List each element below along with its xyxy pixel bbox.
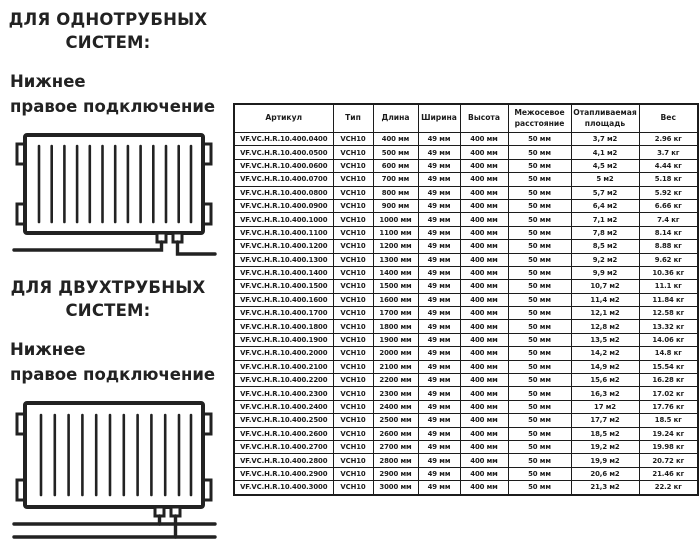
table-row (234, 333, 698, 346)
table-cell: 800 мм (373, 186, 418, 199)
radiator-diagram-two-pipe (10, 396, 218, 544)
table-row (234, 360, 698, 373)
table-cell: VF.VC.H.R.10.400.2000 (234, 347, 333, 360)
table-cell: 2100 мм (373, 360, 418, 373)
table-cell: 400 мм (460, 253, 508, 266)
table-cell: 50 мм (508, 133, 571, 146)
table-cell: 8.88 кг (639, 240, 698, 253)
table-cell: 2.96 кг (639, 133, 698, 146)
table-cell: 2500 мм (373, 414, 418, 427)
single-pipe-title-line2: СИСТЕМ: (65, 33, 151, 53)
table-cell: 21,3 м2 (571, 481, 639, 495)
table-cell: 50 мм (508, 266, 571, 279)
table-cell: VF.VC.H.R.10.400.2700 (234, 440, 333, 453)
table-cell: 2000 мм (373, 347, 418, 360)
table-row (234, 280, 698, 293)
table-cell: 49 мм (418, 414, 460, 427)
table-cell: 2600 мм (373, 427, 418, 440)
table-row (234, 467, 698, 480)
table-cell: 50 мм (508, 320, 571, 333)
pipe-supply (14, 242, 162, 250)
table-cell: 50 мм (508, 440, 571, 453)
table-cell: VCH10 (333, 387, 373, 400)
table-cell: 17,7 м2 (571, 414, 639, 427)
table-cell: 1200 мм (373, 240, 418, 253)
table-cell: 12,1 м2 (571, 307, 639, 320)
table-cell: 8.14 кг (639, 226, 698, 239)
table-cell: VCH10 (333, 320, 373, 333)
table-cell: 1600 мм (373, 293, 418, 306)
table-row (234, 159, 698, 172)
table-cell: VF.VC.H.R.10.400.0700 (234, 173, 333, 186)
table-cell: 400 мм (460, 387, 508, 400)
table-cell: VF.VC.H.R.10.400.2800 (234, 454, 333, 467)
table-cell: 16,3 м2 (571, 387, 639, 400)
table-cell: 49 мм (418, 213, 460, 226)
table-cell: 3000 мм (373, 481, 418, 495)
table-cell: 15,6 м2 (571, 374, 639, 387)
table-cell: 50 мм (508, 387, 571, 400)
table-cell: 4,1 м2 (571, 146, 639, 159)
table-cell: 50 мм (508, 454, 571, 467)
table-row (234, 186, 698, 199)
table-cell: 400 мм (460, 360, 508, 373)
header-width: Ширина (418, 104, 460, 133)
table-cell: VF.VC.H.R.10.400.2300 (234, 387, 333, 400)
table-cell: 9,9 м2 (571, 266, 639, 279)
table-cell: 5.18 кг (639, 173, 698, 186)
table-cell: 400 мм (460, 173, 508, 186)
table-cell: VF.VC.H.R.10.400.1200 (234, 240, 333, 253)
header-weight: Вес (639, 104, 698, 133)
table-cell: VCH10 (333, 159, 373, 172)
table-cell: 6.66 кг (639, 199, 698, 212)
table-row (234, 226, 698, 239)
table-cell: 19,9 м2 (571, 454, 639, 467)
two-pipe-title-line2: СИСТЕМ: (65, 301, 151, 321)
table-cell: VCH10 (333, 307, 373, 320)
connection-line2: правое подключение (10, 97, 216, 117)
table-row (234, 266, 698, 279)
table-cell: 1400 мм (373, 266, 418, 279)
table-cell: VF.VC.H.R.10.400.1400 (234, 266, 333, 279)
table-cell: 50 мм (508, 226, 571, 239)
table-cell: VCH10 (333, 173, 373, 186)
table-cell: 400 мм (460, 199, 508, 212)
table-cell: 1300 мм (373, 253, 418, 266)
table-cell: 19.24 кг (639, 427, 698, 440)
table-cell: 49 мм (418, 374, 460, 387)
table-row (234, 387, 698, 400)
table-cell: 20,6 м2 (571, 467, 639, 480)
spec-table-wrap (233, 103, 697, 496)
table-row (234, 427, 698, 440)
table-cell: 400 мм (460, 481, 508, 495)
table-cell: 14,9 м2 (571, 360, 639, 373)
single-pipe-title (8, 8, 208, 55)
table-cell: VCH10 (333, 347, 373, 360)
table-cell: 4,5 м2 (571, 159, 639, 172)
connection-line1: Нижнее (10, 71, 86, 91)
table-cell: 18.5 кг (639, 414, 698, 427)
table-cell: 49 мм (418, 133, 460, 146)
table-cell: VF.VC.H.R.10.400.1500 (234, 280, 333, 293)
table-cell: VCH10 (333, 333, 373, 346)
table-cell: 400 мм (460, 467, 508, 480)
single-pipe-title-line1: ДЛЯ ОДНОТРУБНЫХ (8, 10, 208, 29)
table-cell: VF.VC.H.R.10.400.0800 (234, 186, 333, 199)
table-cell: 50 мм (508, 213, 571, 226)
table-cell: 2900 мм (373, 467, 418, 480)
table-row (234, 253, 698, 266)
table-cell: 49 мм (418, 146, 460, 159)
table-cell: VF.VC.H.R.10.400.2400 (234, 400, 333, 413)
table-cell: VCH10 (333, 400, 373, 413)
table-cell: 400 мм (460, 133, 508, 146)
table-cell: 4.44 кг (639, 159, 698, 172)
table-cell: VF.VC.H.R.10.400.1700 (234, 307, 333, 320)
table-cell: 3.7 кг (639, 146, 698, 159)
table-cell: 400 мм (460, 440, 508, 453)
table-cell: 10,7 м2 (571, 280, 639, 293)
table-cell: 400 мм (460, 159, 508, 172)
table-cell: 50 мм (508, 374, 571, 387)
table-cell: 17.02 кг (639, 387, 698, 400)
radiator-body (25, 403, 203, 507)
table-cell: 11.84 кг (639, 293, 698, 306)
table-cell: 14.8 кг (639, 347, 698, 360)
table-row (234, 454, 698, 467)
table-cell: 17.76 кг (639, 400, 698, 413)
table-cell: 7,1 м2 (571, 213, 639, 226)
table-cell: 15.54 кг (639, 360, 698, 373)
table-cell: 49 мм (418, 159, 460, 172)
table-cell: 400 мм (460, 374, 508, 387)
table-cell: 49 мм (418, 266, 460, 279)
table-cell: 19.98 кг (639, 440, 698, 453)
table-cell: 49 мм (418, 427, 460, 440)
table-cell: VF.VC.H.R.10.400.3000 (234, 481, 333, 495)
table-cell: 16.28 кг (639, 374, 698, 387)
table-cell: 49 мм (418, 454, 460, 467)
table-cell: 49 мм (418, 360, 460, 373)
table-cell: VCH10 (333, 199, 373, 212)
table-row (234, 481, 698, 495)
two-pipe-connection-label (10, 337, 230, 388)
table-cell: 400 мм (460, 186, 508, 199)
table-cell: 50 мм (508, 186, 571, 199)
table-cell: VCH10 (333, 253, 373, 266)
table-cell: 5 м2 (571, 173, 639, 186)
table-cell: 400 мм (460, 213, 508, 226)
table-cell: VF.VC.H.R.10.400.1900 (234, 333, 333, 346)
table-cell: 49 мм (418, 467, 460, 480)
table-cell: 400 мм (460, 414, 508, 427)
table-cell: 9,2 м2 (571, 253, 639, 266)
table-cell: 49 мм (418, 400, 460, 413)
header-type: Тип (333, 104, 373, 133)
table-cell: 2700 мм (373, 440, 418, 453)
connection-line1: Нижнее (10, 339, 86, 359)
table-cell: 49 мм (418, 186, 460, 199)
table-row (234, 293, 698, 306)
table-cell: VCH10 (333, 360, 373, 373)
table-row (234, 347, 698, 360)
table-cell: 2800 мм (373, 454, 418, 467)
table-cell: 50 мм (508, 146, 571, 159)
table-header-row (234, 104, 698, 133)
table-cell: VF.VC.H.R.10.400.2900 (234, 467, 333, 480)
table-cell: VF.VC.H.R.10.400.0500 (234, 146, 333, 159)
table-cell: 900 мм (373, 199, 418, 212)
table-row (234, 374, 698, 387)
table-cell: 49 мм (418, 240, 460, 253)
table-row (234, 320, 698, 333)
table-cell: VF.VC.H.R.10.400.1800 (234, 320, 333, 333)
table-cell: 1100 мм (373, 226, 418, 239)
diagram-column (8, 8, 230, 558)
table-cell: 700 мм (373, 173, 418, 186)
table-cell: 10.36 кг (639, 266, 698, 279)
table-cell: 6,4 м2 (571, 199, 639, 212)
table-cell: 49 мм (418, 333, 460, 346)
table-cell: 400 мм (460, 320, 508, 333)
table-cell: 400 мм (460, 333, 508, 346)
table-cell: 50 мм (508, 159, 571, 172)
table-cell: VCH10 (333, 293, 373, 306)
header-axle-distance: Межосевое расстояние (508, 104, 571, 133)
table-cell: 400 мм (373, 133, 418, 146)
table-row (234, 440, 698, 453)
table-cell: VCH10 (333, 440, 373, 453)
table-row (234, 240, 698, 253)
table-cell: 400 мм (460, 240, 508, 253)
table-cell: VF.VC.H.R.10.400.2200 (234, 374, 333, 387)
table-cell: 400 мм (460, 280, 508, 293)
table-cell: 1800 мм (373, 320, 418, 333)
table-cell: 13.32 кг (639, 320, 698, 333)
connection-line2: правое подключение (10, 365, 216, 385)
header-height: Высота (460, 104, 508, 133)
table-cell: 11,4 м2 (571, 293, 639, 306)
two-pipe-section (8, 276, 230, 544)
table-row (234, 199, 698, 212)
table-cell: 5,7 м2 (571, 186, 639, 199)
table-cell: 50 мм (508, 467, 571, 480)
table-cell: VCH10 (333, 240, 373, 253)
header-article: Артикул (234, 104, 333, 133)
table-cell: VF.VC.H.R.10.400.2100 (234, 360, 333, 373)
table-cell: 400 мм (460, 146, 508, 159)
table-cell: 12,8 м2 (571, 320, 639, 333)
table-cell: VCH10 (333, 427, 373, 440)
table-cell: 49 мм (418, 387, 460, 400)
table-cell: 50 мм (508, 400, 571, 413)
table-cell: 1500 мм (373, 280, 418, 293)
table-cell: VF.VC.H.R.10.400.0600 (234, 159, 333, 172)
table-cell: 13,5 м2 (571, 333, 639, 346)
table-cell: 21.46 кг (639, 467, 698, 480)
table-cell: 49 мм (418, 307, 460, 320)
table-row (234, 173, 698, 186)
table-cell: 1000 мм (373, 213, 418, 226)
table-cell: 50 мм (508, 199, 571, 212)
radiator-diagram-single-pipe (10, 128, 218, 262)
table-cell: 49 мм (418, 173, 460, 186)
table-cell: 1700 мм (373, 307, 418, 320)
spec-table (233, 103, 699, 496)
table-cell: 50 мм (508, 333, 571, 346)
table-cell: VCH10 (333, 414, 373, 427)
table-cell: 20.72 кг (639, 454, 698, 467)
two-pipe-title (8, 276, 208, 323)
table-cell: VF.VC.H.R.10.400.1300 (234, 253, 333, 266)
table-cell: 49 мм (418, 199, 460, 212)
table-cell: 400 мм (460, 427, 508, 440)
table-cell: 17 м2 (571, 400, 639, 413)
table-cell: VF.VC.H.R.10.400.0900 (234, 199, 333, 212)
table-row (234, 307, 698, 320)
table-cell: 400 мм (460, 226, 508, 239)
table-cell: VF.VC.H.R.10.400.0400 (234, 133, 333, 146)
table-cell: 49 мм (418, 320, 460, 333)
table-cell: 12.58 кг (639, 307, 698, 320)
pipe-return (178, 242, 216, 254)
table-cell: VF.VC.H.R.10.400.1600 (234, 293, 333, 306)
table-cell: 3,7 м2 (571, 133, 639, 146)
table-cell: 50 мм (508, 280, 571, 293)
table-cell: 2400 мм (373, 400, 418, 413)
table-cell: VCH10 (333, 213, 373, 226)
table-cell: 400 мм (460, 293, 508, 306)
table-cell: 400 мм (460, 454, 508, 467)
table-cell: VCH10 (333, 133, 373, 146)
table-cell: 50 мм (508, 293, 571, 306)
table-cell: 1900 мм (373, 333, 418, 346)
table-cell: VF.VC.H.R.10.400.1100 (234, 226, 333, 239)
table-cell: 14.06 кг (639, 333, 698, 346)
table-cell: 400 мм (460, 266, 508, 279)
table-cell: 49 мм (418, 481, 460, 495)
table-cell: VCH10 (333, 280, 373, 293)
table-cell: 49 мм (418, 226, 460, 239)
table-row (234, 146, 698, 159)
table-cell: 400 мм (460, 307, 508, 320)
table-row (234, 213, 698, 226)
table-cell: VCH10 (333, 186, 373, 199)
table-cell: VF.VC.H.R.10.400.2500 (234, 414, 333, 427)
table-cell: 49 мм (418, 440, 460, 453)
table-cell: 600 мм (373, 159, 418, 172)
table-cell: 50 мм (508, 481, 571, 495)
table-cell: 14,2 м2 (571, 347, 639, 360)
table-cell: 49 мм (418, 347, 460, 360)
table-cell: 50 мм (508, 253, 571, 266)
table-cell: 49 мм (418, 293, 460, 306)
table-cell: 49 мм (418, 253, 460, 266)
table-cell: VCH10 (333, 266, 373, 279)
table-cell: VCH10 (333, 146, 373, 159)
table-cell: 50 мм (508, 427, 571, 440)
table-cell: 9.62 кг (639, 253, 698, 266)
header-heated-area: Отапливаемая площадь (571, 104, 639, 133)
table-cell: 8,5 м2 (571, 240, 639, 253)
table-cell: 400 мм (460, 400, 508, 413)
table-cell: 400 мм (460, 347, 508, 360)
table-cell: 50 мм (508, 347, 571, 360)
table-cell: VCH10 (333, 481, 373, 495)
table-cell: 50 мм (508, 414, 571, 427)
table-cell: 11.1 кг (639, 280, 698, 293)
table-cell: 19,2 м2 (571, 440, 639, 453)
table-cell: VCH10 (333, 374, 373, 387)
header-length: Длина (373, 104, 418, 133)
table-cell: 7,8 м2 (571, 226, 639, 239)
table-cell: 18,5 м2 (571, 427, 639, 440)
table-cell: 49 мм (418, 280, 460, 293)
table-cell: 2200 мм (373, 374, 418, 387)
table-cell: VF.VC.H.R.10.400.1000 (234, 213, 333, 226)
single-pipe-section (8, 8, 230, 262)
table-cell: VCH10 (333, 226, 373, 239)
table-row (234, 133, 698, 146)
table-cell: VCH10 (333, 454, 373, 467)
table-cell: VF.VC.H.R.10.400.2600 (234, 427, 333, 440)
table-cell: 50 мм (508, 307, 571, 320)
table-cell: 50 мм (508, 360, 571, 373)
table-cell: 50 мм (508, 240, 571, 253)
table-cell: 7.4 кг (639, 213, 698, 226)
table-cell: 2300 мм (373, 387, 418, 400)
table-cell: 50 мм (508, 173, 571, 186)
table-row (234, 400, 698, 413)
table-row (234, 414, 698, 427)
table-cell: 500 мм (373, 146, 418, 159)
table-cell: VCH10 (333, 467, 373, 480)
table-cell: 5.92 кг (639, 186, 698, 199)
single-pipe-connection-label (10, 69, 230, 120)
table-cell: 22.2 кг (639, 481, 698, 495)
two-pipe-title-line1: ДЛЯ ДВУХТРУБНЫХ (10, 277, 206, 297)
